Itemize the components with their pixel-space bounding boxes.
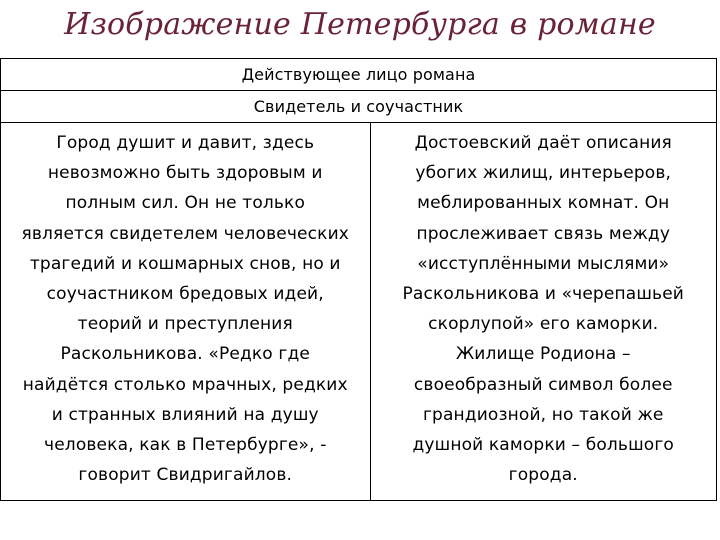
right-cell-text: Достоевский даёт описания убогих жилищ, интерьеров, меблированных комнат. Он прослеживает связь между «исступлёнными мыслями» Раскольникова и «черепашьей скорлупой» его каморки. Жилище Родиона – своеобразный символ более грандиозной, но такой же душной каморки – большого города. [402, 133, 684, 486]
table-body-row [1, 123, 717, 501]
right-text-cell [370, 123, 717, 501]
slide-title: Изображение Петербурга в романе [64, 7, 656, 42]
header-cell-witness: Свидетель и соучастник [1, 91, 717, 123]
table-header-row [1, 59, 717, 91]
header-cell-role: Действующее лицо романа [1, 59, 717, 91]
comparison-table [0, 58, 717, 501]
left-cell-text: Город душит и давит, здесь невозможно быть здоровым и полным сил. Он не только является свидетелем человеческих трагедий и кошмарных снов, но и соучастником бредовых идей, теорий и преступления Раскольникова. «Редко где найдётся столько мрачных, редких и странных влияний на душу человека, как в Петербурге», - говорит Свидригайлов. [21, 133, 349, 486]
left-text-cell [1, 123, 371, 501]
table-subheader-row [1, 91, 717, 123]
